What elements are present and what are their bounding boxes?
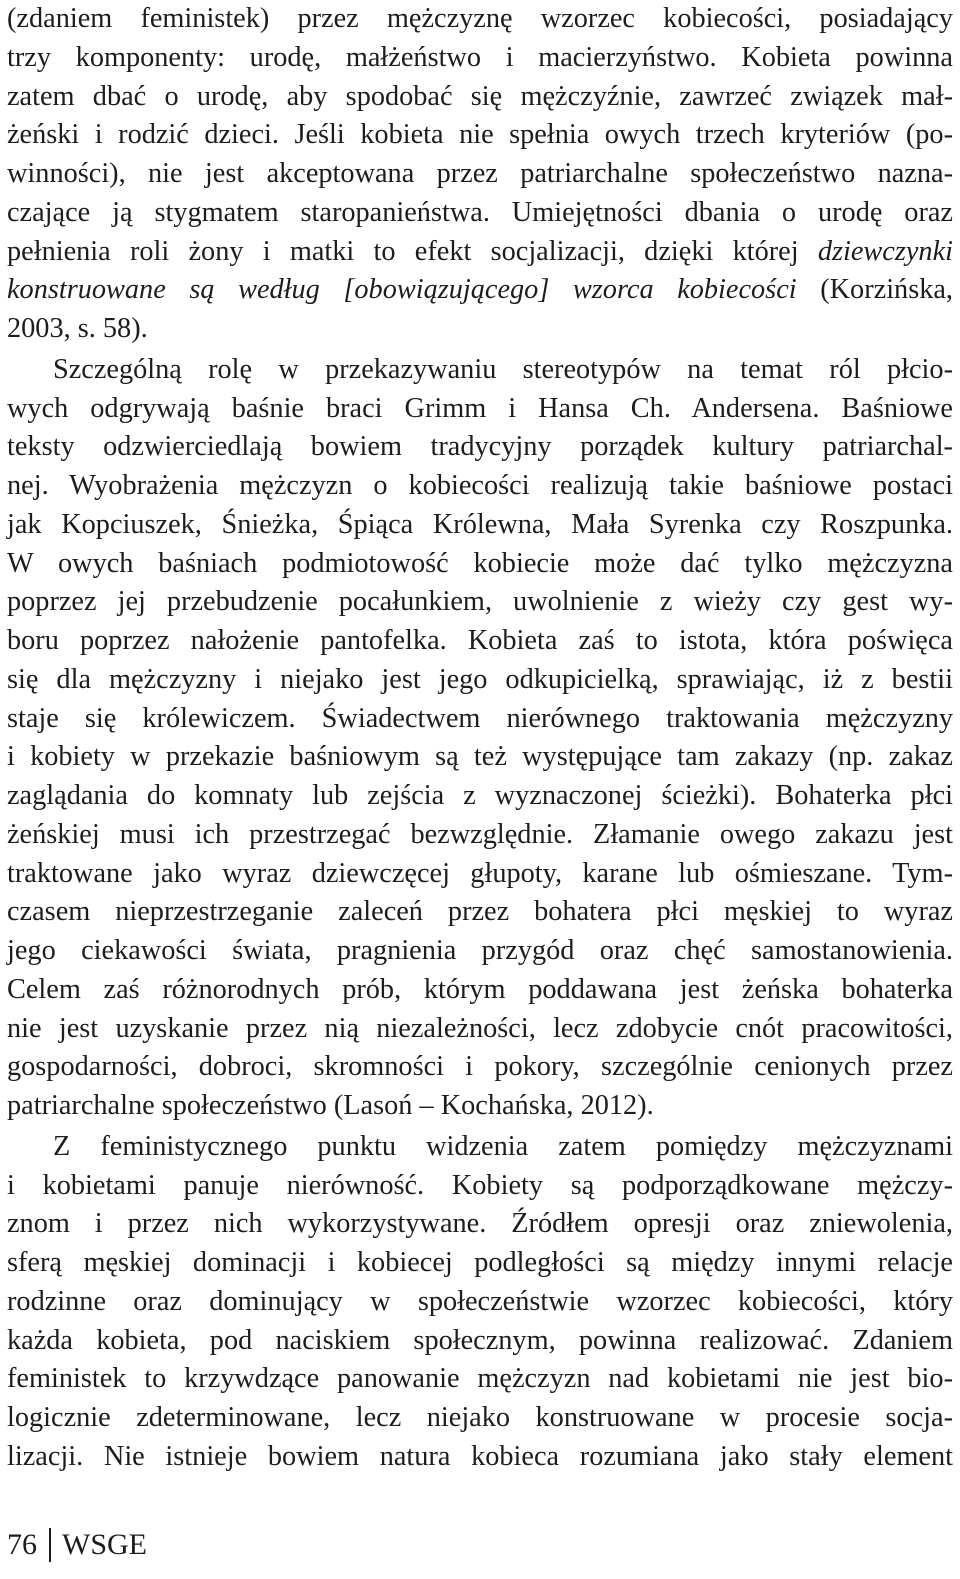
text-line: Z feministycznego punktu widzenia zatem pomiędzy mężczyznami [53, 1130, 953, 1162]
text-line: traktowane jako wyraz dziewczęcej głupoty, karane lub ośmieszane. Tym- [7, 857, 953, 889]
text-line: patriarchalne społeczeństwo (Lasoń – Kochańska, 2012). [7, 1090, 654, 1121]
page-body [7, 0, 953, 1477]
paragraph-3-body [7, 1167, 953, 1477]
text-line: żeński i rodzić dzieci. Jeśli kobieta nie spełnia owych trzech kryteriów (po- [7, 119, 953, 151]
text-line: poprzez jej przebudzenie pocałunkiem, uwolnienie z wieży czy gest wy- [7, 586, 953, 618]
text-line: sferą męskiej dominacji i kobiecej podległości są między innymi relacje [7, 1247, 953, 1278]
page-footer [7, 1525, 147, 1565]
text-line: (zdaniem feministek) przez mężczyznę wzorzec kobiecości, posiadający [7, 3, 953, 34]
text-line: trzy komponenty: urodę, małżeństwo i macierzyństwo. Kobieta powinna [7, 41, 953, 73]
text-line: 2003, s. 58). [7, 313, 148, 344]
text-line: boru poprzez nałożenie pantofelka. Kobieta zaś to istota, która poświęca [7, 625, 953, 656]
publisher-name: WSGE [62, 1528, 147, 1561]
text-line: i kobietami panuje nierówność. Kobiety są podporządkowane mężczy- [7, 1169, 953, 1201]
text-line: żeńskiej musi ich przestrzegać bezwzględnie. Złamanie owego zakazu jest [7, 818, 953, 850]
text-line: lizacji. Nie istnieje bowiem natura kobieca rozumiana jako stały element [7, 1440, 953, 1472]
paragraph-2 [7, 351, 953, 390]
text-line: rodzinne oraz dominujący w społeczeństwie wzorzec kobiecości, który [7, 1285, 953, 1317]
text-line: czające ją stygmatem staropanieństwa. Umiejętności dbania o urodę oraz [7, 196, 953, 228]
text-line: nie jest uzyskanie przez nią niezależności, lecz zdobycie cnót pracowitości, [7, 1012, 953, 1044]
text-line: W owych baśniach podmiotowość kobiecie może dać tylko mężczyzna [7, 547, 953, 579]
text-line: feministek to krzywdzące panowanie mężczyzn nad kobietami nie jest bio- [7, 1363, 953, 1395]
text-line: jego ciekawości świata, pragnienia przygód oraz chęć samostanowienia. [7, 935, 953, 966]
italic-quote: konstruowane są według [obowiązującego] wzorca kobiecości [7, 274, 797, 306]
text-line: czasem nieprzestrzeganie zaleceń przez bohatera płci męskiej to wyraz [7, 896, 953, 928]
text-line: zaglądania do komnaty lub zejścia z wyznaczonej ścieżki). Bohaterka płci [7, 780, 953, 811]
text-line: Szczególną rolę w przekazywaniu stereotypów na temat ról płcio- [53, 353, 953, 385]
citation: (Korzińska, [796, 274, 953, 306]
text-line: teksty odzwierciedlają bowiem tradycyjny porządek kultury patriarchal- [7, 431, 953, 463]
footer-divider [49, 1528, 51, 1562]
italic-quote: dziewczynki [817, 235, 953, 267]
text-line-with-italic [7, 271, 953, 310]
paragraph-1 [7, 0, 953, 349]
text-line: Celem zaś różnorodnych prób, którym poddawana jest żeńska bohaterka [7, 973, 953, 1005]
text-line: zatem dbać o urodę, aby spodobać się mężczyźnie, zawrzeć związek mał- [7, 80, 953, 112]
text-line: nej. Wyobrażenia mężczyzn o kobiecości realizują takie baśniowe postaci [7, 470, 953, 501]
text-line-with-italic [7, 233, 953, 272]
text-line: staje się królewiczem. Świadectwem nierównego traktowania mężczyzny [7, 702, 953, 734]
text-line: jak Kopciuszek, Śnieżka, Śpiąca Królewna, Mała Syrenka czy Roszpunka. [7, 508, 953, 540]
text-segment: pełnienia roli żony i matki to efekt socjalizacji, dzięki której [7, 235, 818, 267]
text-line: logicznie zdeterminowane, lecz niejako konstruowane w procesie socja- [7, 1402, 953, 1433]
text-line: znom i przez nich wykorzystywane. Źródłem opresji oraz zniewolenia, [7, 1208, 953, 1240]
text-line: się dla mężczyzny i niejako jest jego odkupicielką, sprawiając, iż z bestii [7, 663, 953, 695]
text-line: wych odgrywają baśnie braci Grimm i Hansa Ch. Andersena. Baśniowe [7, 392, 953, 424]
page-number: 76 [7, 1528, 37, 1561]
text-line: każda kobieta, pod naciskiem społecznym, powinna realizować. Zdaniem [7, 1324, 953, 1356]
paragraph-2-body [7, 390, 953, 1126]
text-line: gospodarności, dobroci, skromności i pokory, szczególnie cenionych przez [7, 1051, 953, 1083]
text-line: i kobiety w przekazie baśniowym są też występujące tam zakazy (np. zakaz [7, 741, 953, 773]
paragraph-3 [7, 1128, 953, 1167]
text-line: winności), nie jest akceptowana przez patriarchalne społeczeństwo nazna- [7, 158, 953, 189]
